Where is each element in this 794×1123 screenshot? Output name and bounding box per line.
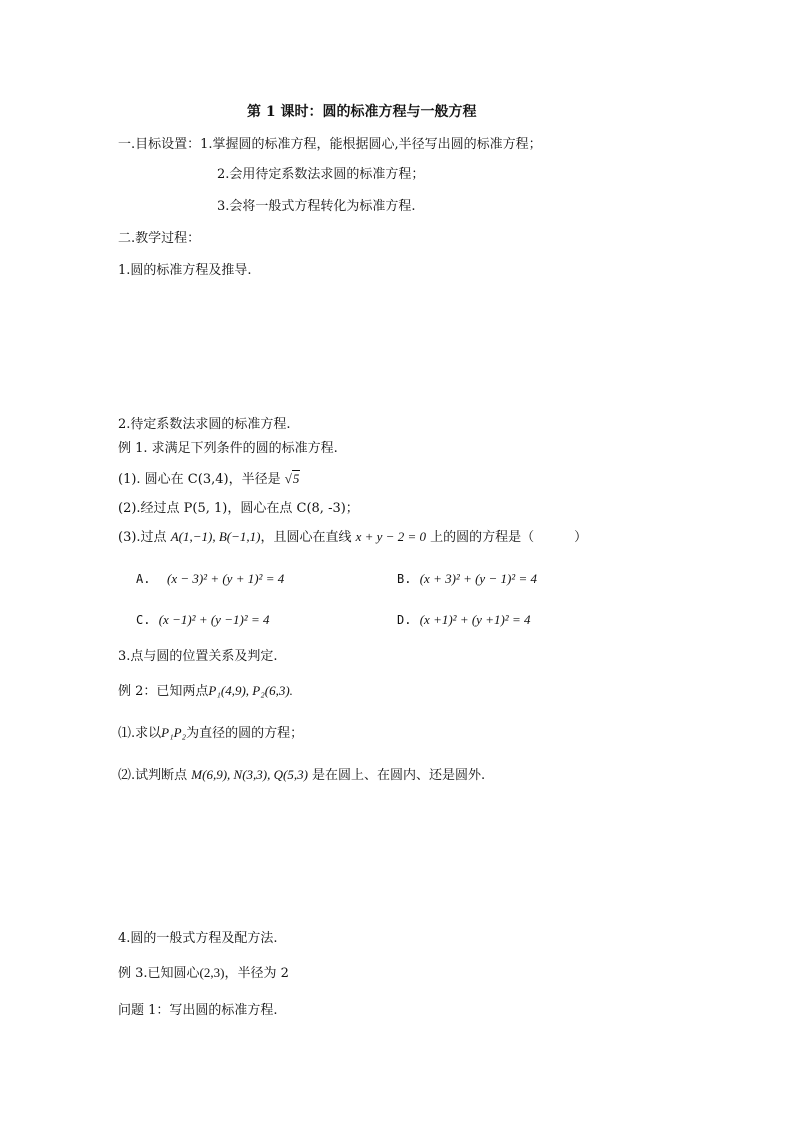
example-2-text: 例 2：已知两点	[118, 684, 209, 699]
example-2-q2	[118, 766, 485, 785]
q3-line-equation: x + y − 2 = 0	[355, 529, 426, 544]
ex3-prefix: 例 3.已知圆心	[118, 966, 200, 981]
ex3-center: (2,3)	[199, 965, 225, 980]
option-c	[136, 611, 269, 630]
ex2-q1-prefix: ⑴.求以	[118, 726, 162, 741]
example-2-intro	[118, 682, 293, 701]
goals-heading: 一.目标设置：	[118, 137, 201, 152]
option-b-label: B.	[397, 572, 412, 586]
ex2-q2-prefix: ⑵.试判断点	[118, 768, 188, 783]
example-3	[118, 964, 289, 983]
example-2-q1	[118, 724, 303, 743]
example-2-points: P₁(4,9), P₂(6,3).	[208, 683, 293, 698]
ex2-q1-segment: P₁P₂	[161, 725, 187, 740]
goal-item-1: 1.掌握圆的标准方程，能根据圆心,半径写出圆的标准方程；	[200, 137, 542, 152]
option-b	[397, 570, 537, 589]
option-c-expression: (x −1)² + (y −1)² = 4	[158, 612, 270, 627]
section-2-heading: 2.待定系数法求圆的标准方程.	[118, 417, 291, 432]
option-d	[397, 611, 530, 630]
process-heading: 二.教学过程：	[118, 231, 201, 246]
section-1-heading: 1.圆的标准方程及推导.	[118, 263, 252, 278]
page-title: 第 1 课时：圆的标准方程与一般方程	[247, 104, 477, 120]
ex2-q1-suffix: 为直径的圆的方程；	[186, 726, 304, 741]
q1-text: (1). 圆心在 C(3,4)，半径是	[118, 472, 281, 487]
q3-prefix: (3).过点	[118, 530, 167, 545]
example-1-q2: (2).经过点 P(5, 1)，圆心在点 C(8, -3)；	[118, 501, 359, 516]
option-a-label: A.	[136, 572, 151, 586]
sqrt-expression: √5	[284, 471, 300, 486]
option-a-expression: (x − 3)² + (y + 1)² = 4	[166, 571, 285, 586]
section-4-heading: 4.圆的一般式方程及配方法.	[118, 931, 278, 946]
q3-close: ）	[574, 530, 588, 545]
q3-suffix: 上的圆的方程是（	[430, 530, 535, 545]
sqrt-radicand: 5	[292, 471, 300, 486]
option-c-label: C.	[136, 613, 151, 627]
example-1-q3	[118, 528, 587, 547]
ex2-q2-points: M(6,9), N(3,3), Q(5,3)	[191, 767, 308, 782]
goal-item-3: 3.会将一般式方程转化为标准方程.	[217, 199, 416, 214]
example-1-intro: 例 1. 求满足下列条件的圆的标准方程.	[118, 441, 338, 456]
q3-mid: ，且圆心在直线	[260, 530, 352, 545]
option-d-label: D.	[397, 613, 412, 627]
example-1-q1	[118, 470, 300, 489]
ex3-suffix: ，半径为 2	[224, 966, 289, 981]
goal-item-2: 2.会用待定系数法求圆的标准方程；	[217, 167, 425, 182]
section-3-heading: 3.点与圆的位置关系及判定.	[118, 649, 278, 664]
ex2-q2-suffix: 是在圆上、在圆内、还是圆外.	[312, 768, 486, 783]
option-d-expression: (x +1)² + (y +1)² = 4	[419, 612, 531, 627]
problem-1: 问题 1：写出圆的标准方程.	[118, 1003, 278, 1018]
option-a	[136, 570, 284, 589]
option-b-expression: (x + 3)² + (y − 1)² = 4	[419, 571, 537, 586]
goals-line-1	[118, 136, 542, 154]
q3-points: A(1,−1), B(−1,1)	[170, 529, 261, 544]
